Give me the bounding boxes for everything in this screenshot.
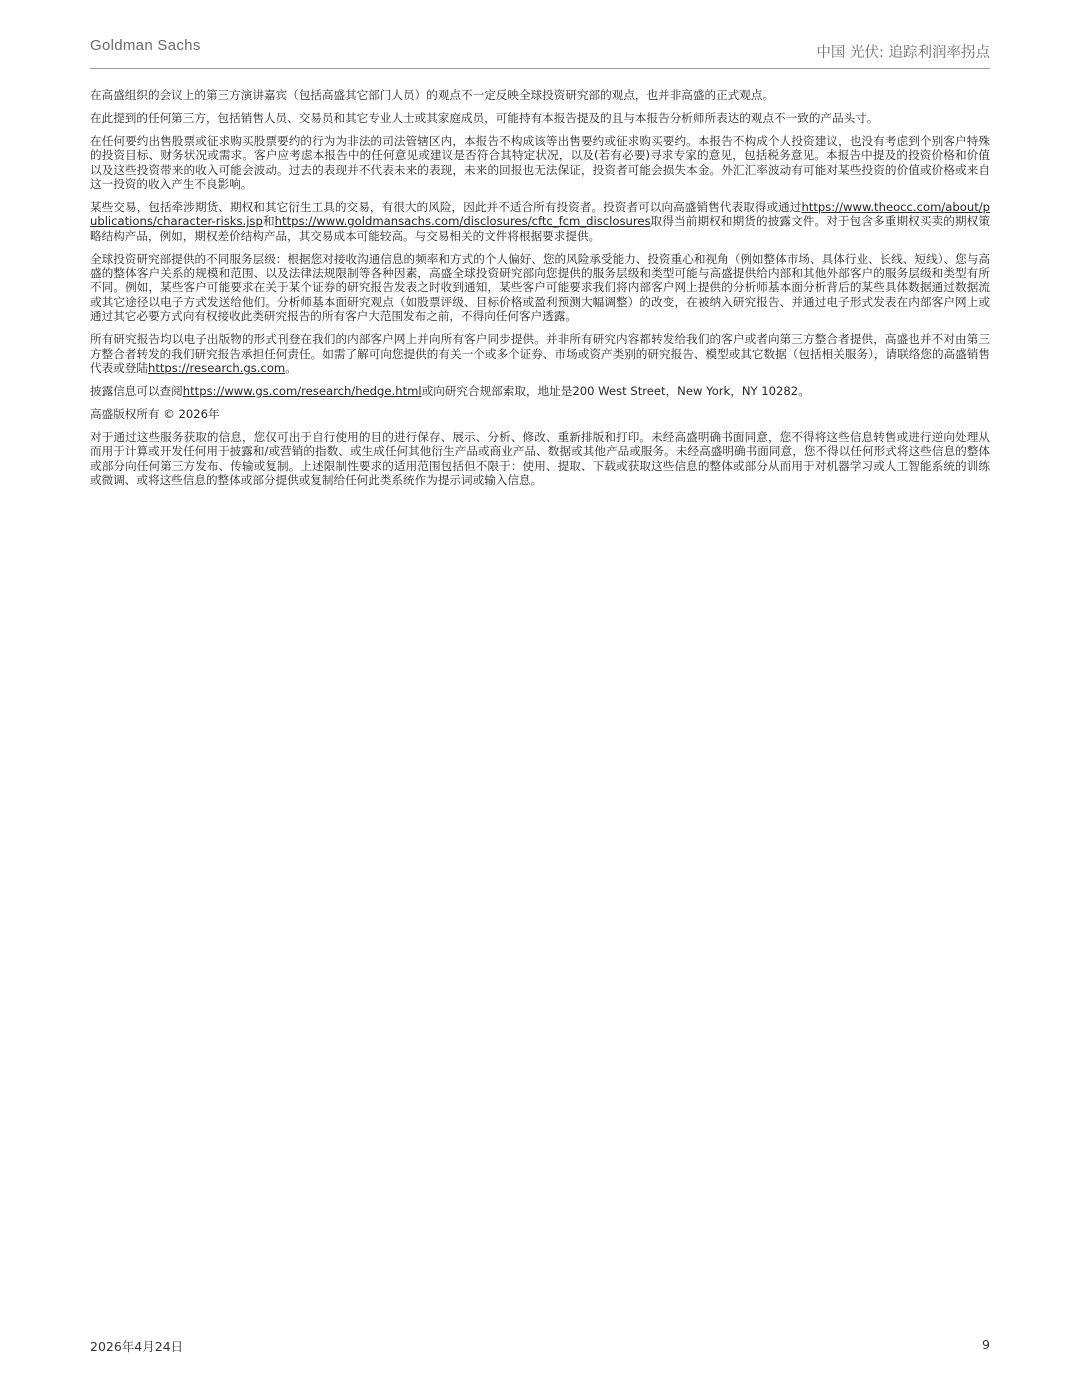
occ-risk-link[interactable]: https://www.theocc.com/about/publications/character-risks.jsp — [90, 199, 990, 229]
paragraph-derivatives-risk — [90, 200, 990, 243]
hedge-disclosure-link[interactable]: https://www.gs.com/research/hedge.html — [182, 383, 422, 398]
paragraph-third-party-speakers: 在高盛组织的会议上的第三方演讲嘉宾（包括高盛其它部门人员）的观点不一定反映全球投资研究部的观点，也并非高盛的正式观点。 — [90, 88, 775, 102]
paragraph-research-distribution — [90, 332, 990, 375]
paragraph-offer-disclaimer: 在任何要约出售股票或征求购买股票要约的行为为非法的司法管辖区内，本报告不构成该等出售要约或征求购买要约。本报告不构成个人投资建议，也没有考虑到个别客户特殊的投资目标、财务状况或需求。客户应考虑本报告中的任何意见或建议是否符合其特定状况，以及(若有必要)寻求专家的意见，包括税务意见。本报告中提及的投资价格和价值以及这些投资带来的收入可能会波动。过去的表现并不代表未来的表现，未来的回报也无法保证，投资者可能会损失本金。外汇汇率波动有可能对某些投资的价值或价格或来自这一投资的收入产生不良影响。 — [90, 133, 990, 192]
paragraph-usage-restrictions: 对于通过这些服务获取的信息，您仅可出于自行使用的目的进行保存、展示、分析、修改、重新排版和打印。未经高盛明确书面同意，您不得将这些信息转售或进行逆向处理从而用于计算或开发任何用于披露和/或营销的指数、或生成任何其他衍生产品或商业产品、数据或其他产品或服务。未经高盛明确书面同意，您不得以任何形式将这些信息的整体或部分向任何第三方发布、传输或复制。上述限制性要求的适用范围包括但不限于：使用、提取、下载或获取这些信息的整体或部分从而用于对机器学习或人工智能系统的训练或微调、或将这些信息的整体或部分提供或复制给任何此类系统作为提示词或输入信息。 — [90, 429, 990, 487]
footer-date: 2026年4月24日 — [90, 1339, 184, 1354]
paragraph-third-party-positions: 在此提到的任何第三方，包括销售人员、交易员和其它专业人士或其家庭成员，可能持有本报告提及的且与本报告分析师所表达的观点不一致的产品头寸。 — [90, 110, 879, 125]
brand-name: Goldman Sachs — [90, 37, 201, 54]
paragraph-service-levels: 全球投资研究部提供的不同服务层级：根据您对接收沟通信息的频率和方式的个人偏好、您的风险承受能力、投资重心和视角（例如整体市场、具体行业、长线、短线）、您与高盛的整体客户关系的规模和范围、以及法律法规限制等各种因素，高盛全球投资研究部向您提供的服务层级和类型可能与高盛提供给内部和其他外部客户的服务层级和类型有所不同。例如，某些客户可能要求在关于某个证券的研究报告发表之时收到通知，某些客户可能要求我们将内部客户网上提供的分析师基本面分析背后的某些具体数据通过数据流或其它途径以电子方式发送给他们。分析师基本面研究观点（如股票评级、目标价格或盈利预测大幅调整）的改变，在被纳入研究报告、并通过电子形式发表在内部客户网上或通过其它必要方式向有权接收此类研究报告的所有客户大范围发布之前，不得向任何客户透露。 — [90, 251, 990, 324]
research-portal-link[interactable]: https://research.gs.com — [147, 361, 286, 375]
paragraph-copyright: 高盛版权所有 © 2026年 — [90, 406, 220, 421]
disclosure-body — [90, 88, 990, 496]
derivatives-risk-text-pre: 某些交易，包括牵涉期货、期权和其它衍生工具的交易，有很大的风险，因此并不适合所有投资者。投资者可以向高盛销售代表取得或通过 — [90, 199, 802, 214]
disclosure-info-text-pre: 披露信息可以查阅 — [90, 383, 183, 398]
derivatives-risk-text-post: 取得当前期权和期货的披露文件。对于包含多重期权买卖的期权策略结构产品，例如，期权差价结构产品，其交易成本可能较高。与交易相关的文件将根据要求提供。 — [90, 214, 990, 243]
paragraph-disclosure-info — [90, 384, 990, 398]
page-header — [90, 36, 990, 69]
cftc-disclosures-link[interactable]: https://www.goldmansachs.com/disclosures/cftc_fcm_disclosures — [274, 214, 651, 229]
derivatives-risk-text-mid: 和 — [262, 214, 275, 229]
disclosure-info-text-post: 或向研究合规部索取，地址是200 West Street，New York，NY 10282。 — [421, 383, 810, 398]
distribution-text-post: 。 — [285, 361, 297, 375]
page-number: 9 — [982, 1337, 990, 1352]
report-title: 中国 光伏: 追踪利润率拐点 — [816, 45, 990, 61]
distribution-text-pre: 所有研究报告均以电子出版物的形式刊登在我们的内部客户网上并向所有客户同步提供。并非所有研究内容都转发给我们的客户或者向第三方整合者提供，高盛也并不对由第三方整合者转发的我们研究报告承担任何责任。如需了解可向您提供的有关一个或多个证券、市场或资产类别的研究报告、模型或其它数据（包括相关服务），请联络您的高盛销售代表或登陆 — [90, 332, 990, 375]
